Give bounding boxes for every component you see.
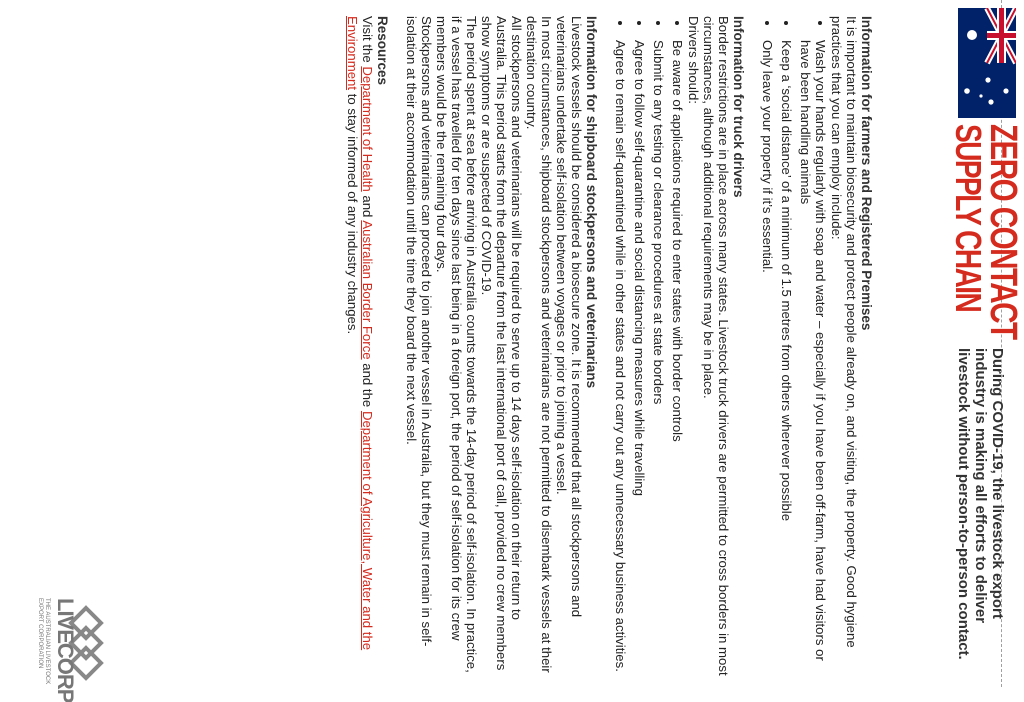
resources-text [345,16,375,676]
link-australian-border-force[interactable]: Australian Border Force [360,220,375,360]
section-truck-drivers [613,16,746,676]
list-item: • Agree to follow self-quarantine and social distancing measures while travelling [632,36,647,676]
resources-visit: Visit the [360,16,375,63]
list-item: • Be aware of applications required to enter states with border controls [670,36,685,676]
resources-end: to stay informed of any industry changes. [345,93,360,335]
resources-and-the: and the [360,363,375,408]
main-content [331,16,874,676]
heading-truck-drivers: Information for truck drivers [731,16,746,198]
shipboard-paragraph: Livestock vessels should be considered a biosecure zone. It is recommended that all stockpersons and veterinarians undertake self-isolation between voyages or prior to joining a vessel. [554,16,584,618]
livecorp-logo-text [36,598,78,702]
truck-intro: Border restrictions are in place across many states. Livestock truck drivers are permitted to cross borders in most circumstances, although additional requirements may be in place. [701,16,731,676]
truck-list [613,16,685,676]
logo-subtitle: THE AUSTRALIAN LIVESTOCK EXPORT CORPORATION [37,598,50,685]
farmers-list [760,16,828,676]
heading-shipboard: Information for shipboard stockpersons and veterinarians [584,16,599,389]
list-item: • Wash your hands regularly with soap and water – especially if you have been off-farm, have had visitors or have been handling animals [798,36,828,676]
list-item: • Only leave your property if it’s essential. [760,36,775,676]
logo-name: LIVECORP [53,598,78,702]
list-item: • Agree to remain self-quarantined while in other states and not carry out any unnecessary business activities. [613,36,628,676]
heading-resources: Resources [375,16,390,86]
shipboard-paragraph: All stockpersons and veterinarians will be required to serve up to 14 days self-isolation on their return to Australia. This period starts from the departure from the last international port of call, provided no crew members show symptoms or are suspected of COVID-19. [479,16,524,671]
list-item: • Keep a ‘social distance’ of a minimum of 1.5 metres from others wherever possible [779,36,794,676]
shipboard-paragraph: In most circumstances, shipboard stockpersons and veterinarians are not permitted to disembark vessels at their destination country. [524,16,554,673]
section-shipboard [404,16,599,676]
list-item: • Submit to any testing or clearance procedures at state borders [651,36,666,676]
resources-and: and [360,195,375,218]
truck-lead: Drivers should: [686,16,701,104]
farmers-intro: It is important to maintain biosecurity and protect people already on, and visiting, the property. Good hygiene practices that you can employ include: [829,16,859,648]
link-department-of-health[interactable]: Department of Health [360,66,375,192]
australian-flag-icon [958,8,1016,118]
title-supply-chain: SUPPLY CHAIN [948,124,989,312]
tagline: During COVID-19, the livestock export industry is making all efforts to deliver livestock without person-to-person contact. [955,348,1006,660]
heading-farmers: Information for farmers and Registered Premises [859,16,874,331]
shipboard-paragraph: The period spent at sea before arriving in Australia counts towards the 14-day period of self-isolation. In practice, if a vessel has travelled for ten days since last being in a foreign port, the period of self-isolation for its crew members would be the remaining four days. [434,16,479,673]
section-farmers [760,16,874,676]
section-resources [345,16,390,676]
link-department-of-agriculture[interactable]: Department of Agriculture, Water and the Environment [345,16,375,651]
title-zero-contact: ZERO CONTACT [982,124,1024,339]
shipboard-paragraph: Stockpersons and veterinarians can proceed to join another vessel in Australia, but they must remain in self-isolation at their accommodation until the time they board the next vessel. [404,16,434,647]
